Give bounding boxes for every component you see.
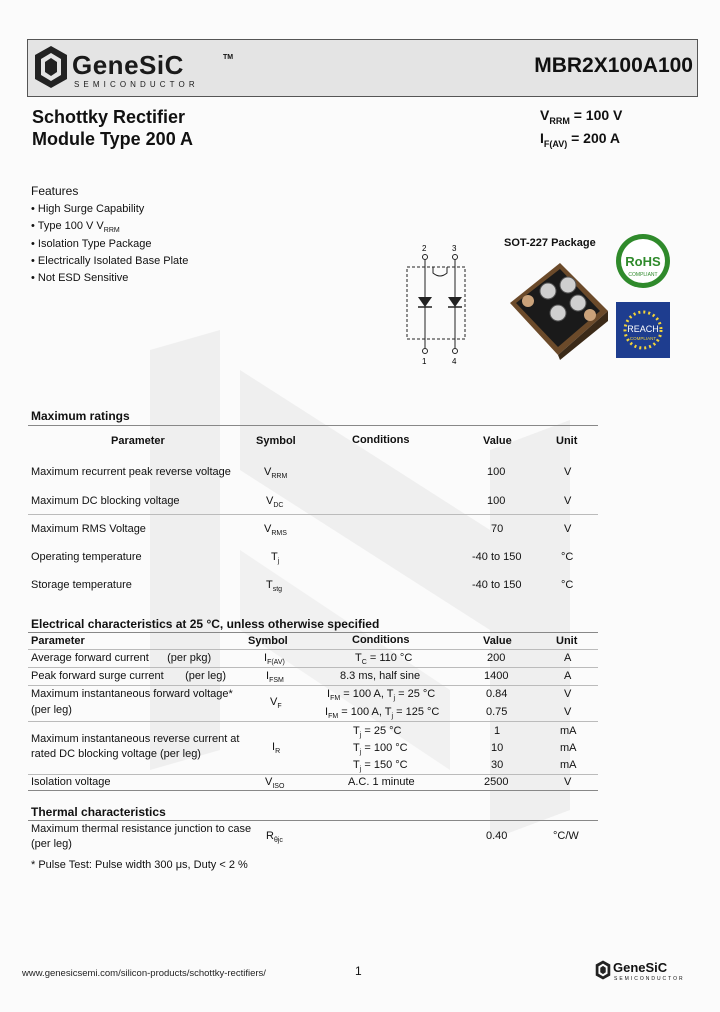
divider	[28, 632, 598, 633]
divider	[28, 774, 598, 775]
package-label: SOT-227 Package	[504, 237, 596, 249]
feature-item: • Isolation Type Package	[31, 238, 152, 250]
spec-vrrm: $V_{RRM} = 100$ V	[540, 107, 623, 126]
pin-label: 3	[452, 244, 457, 253]
pin-label: 4	[452, 357, 457, 366]
col-header: Conditions	[352, 634, 410, 646]
genesic-logo-icon	[595, 960, 611, 980]
pin-label: 2	[422, 244, 427, 253]
col-header: Unit	[556, 435, 578, 447]
circuit-schematic	[400, 243, 470, 368]
feature-item: • High Surge Capability	[31, 203, 145, 215]
spec-ifav: $I_{F(AV)} = 200$ A	[540, 130, 621, 149]
features-title: Features	[31, 184, 79, 198]
divider	[28, 514, 598, 515]
rohs-icon	[614, 232, 672, 290]
genesic-logo-icon	[34, 45, 68, 89]
pin-label: 1	[422, 357, 427, 366]
divider	[28, 649, 598, 650]
footer-logo-subtitle: SEMICONDUCTOR	[614, 976, 685, 982]
divider	[28, 790, 598, 791]
divider	[28, 425, 598, 426]
page-title-line1: Schottky Rectifier	[32, 107, 186, 127]
col-header: Value	[483, 635, 512, 647]
pulse-test-note: * Pulse Test: Pulse width 300 μs, Duty < 2 %	[31, 859, 248, 871]
logo-wordmark: GeneSiC	[72, 50, 184, 80]
electrical-title: Electrical characteristics at 25 °C, unless otherwise specified	[31, 617, 380, 631]
divider	[28, 721, 598, 722]
col-header: Parameter	[31, 635, 85, 647]
part-number: MBR2X100A100	[534, 54, 693, 77]
logo-subtitle: SEMICONDUCTOR	[74, 80, 199, 89]
divider	[28, 685, 598, 686]
svg-text:COMPLIANT: COMPLIANT	[629, 336, 657, 341]
col-header: Value	[483, 435, 512, 447]
col-header: Symbol	[256, 435, 296, 447]
feature-item: • Type 100 V $V_{RRM}$	[31, 220, 120, 235]
feature-item: • Electrically Isolated Base Plate	[31, 255, 189, 267]
divider	[28, 820, 598, 821]
divider	[28, 667, 598, 668]
col-header: Unit	[556, 635, 578, 647]
svg-text:RoHS: RoHS	[625, 254, 661, 269]
reach-icon	[616, 302, 670, 358]
col-header: Symbol	[248, 635, 288, 647]
page-number: 1	[355, 964, 362, 978]
logo-trademark: TM	[223, 54, 234, 61]
page-title-line2: Module Type 200 A	[32, 129, 194, 149]
sot227-package-image	[508, 255, 610, 360]
max-ratings-title: Maximum ratings	[31, 409, 130, 423]
col-header: Parameter	[111, 435, 165, 447]
svg-text:REACH: REACH	[627, 324, 659, 334]
footer-url[interactable]: www.genesicsemi.com/silicon-products/schottky-rectifiers/	[22, 968, 266, 979]
footer-logo-wordmark: GeneSiC	[613, 960, 668, 975]
svg-text:COMPLIANT: COMPLIANT	[628, 272, 658, 278]
col-header: Conditions	[352, 434, 410, 446]
feature-item: • Not ESD Sensitive	[31, 272, 129, 284]
thermal-title: Thermal characteristics	[31, 805, 166, 819]
